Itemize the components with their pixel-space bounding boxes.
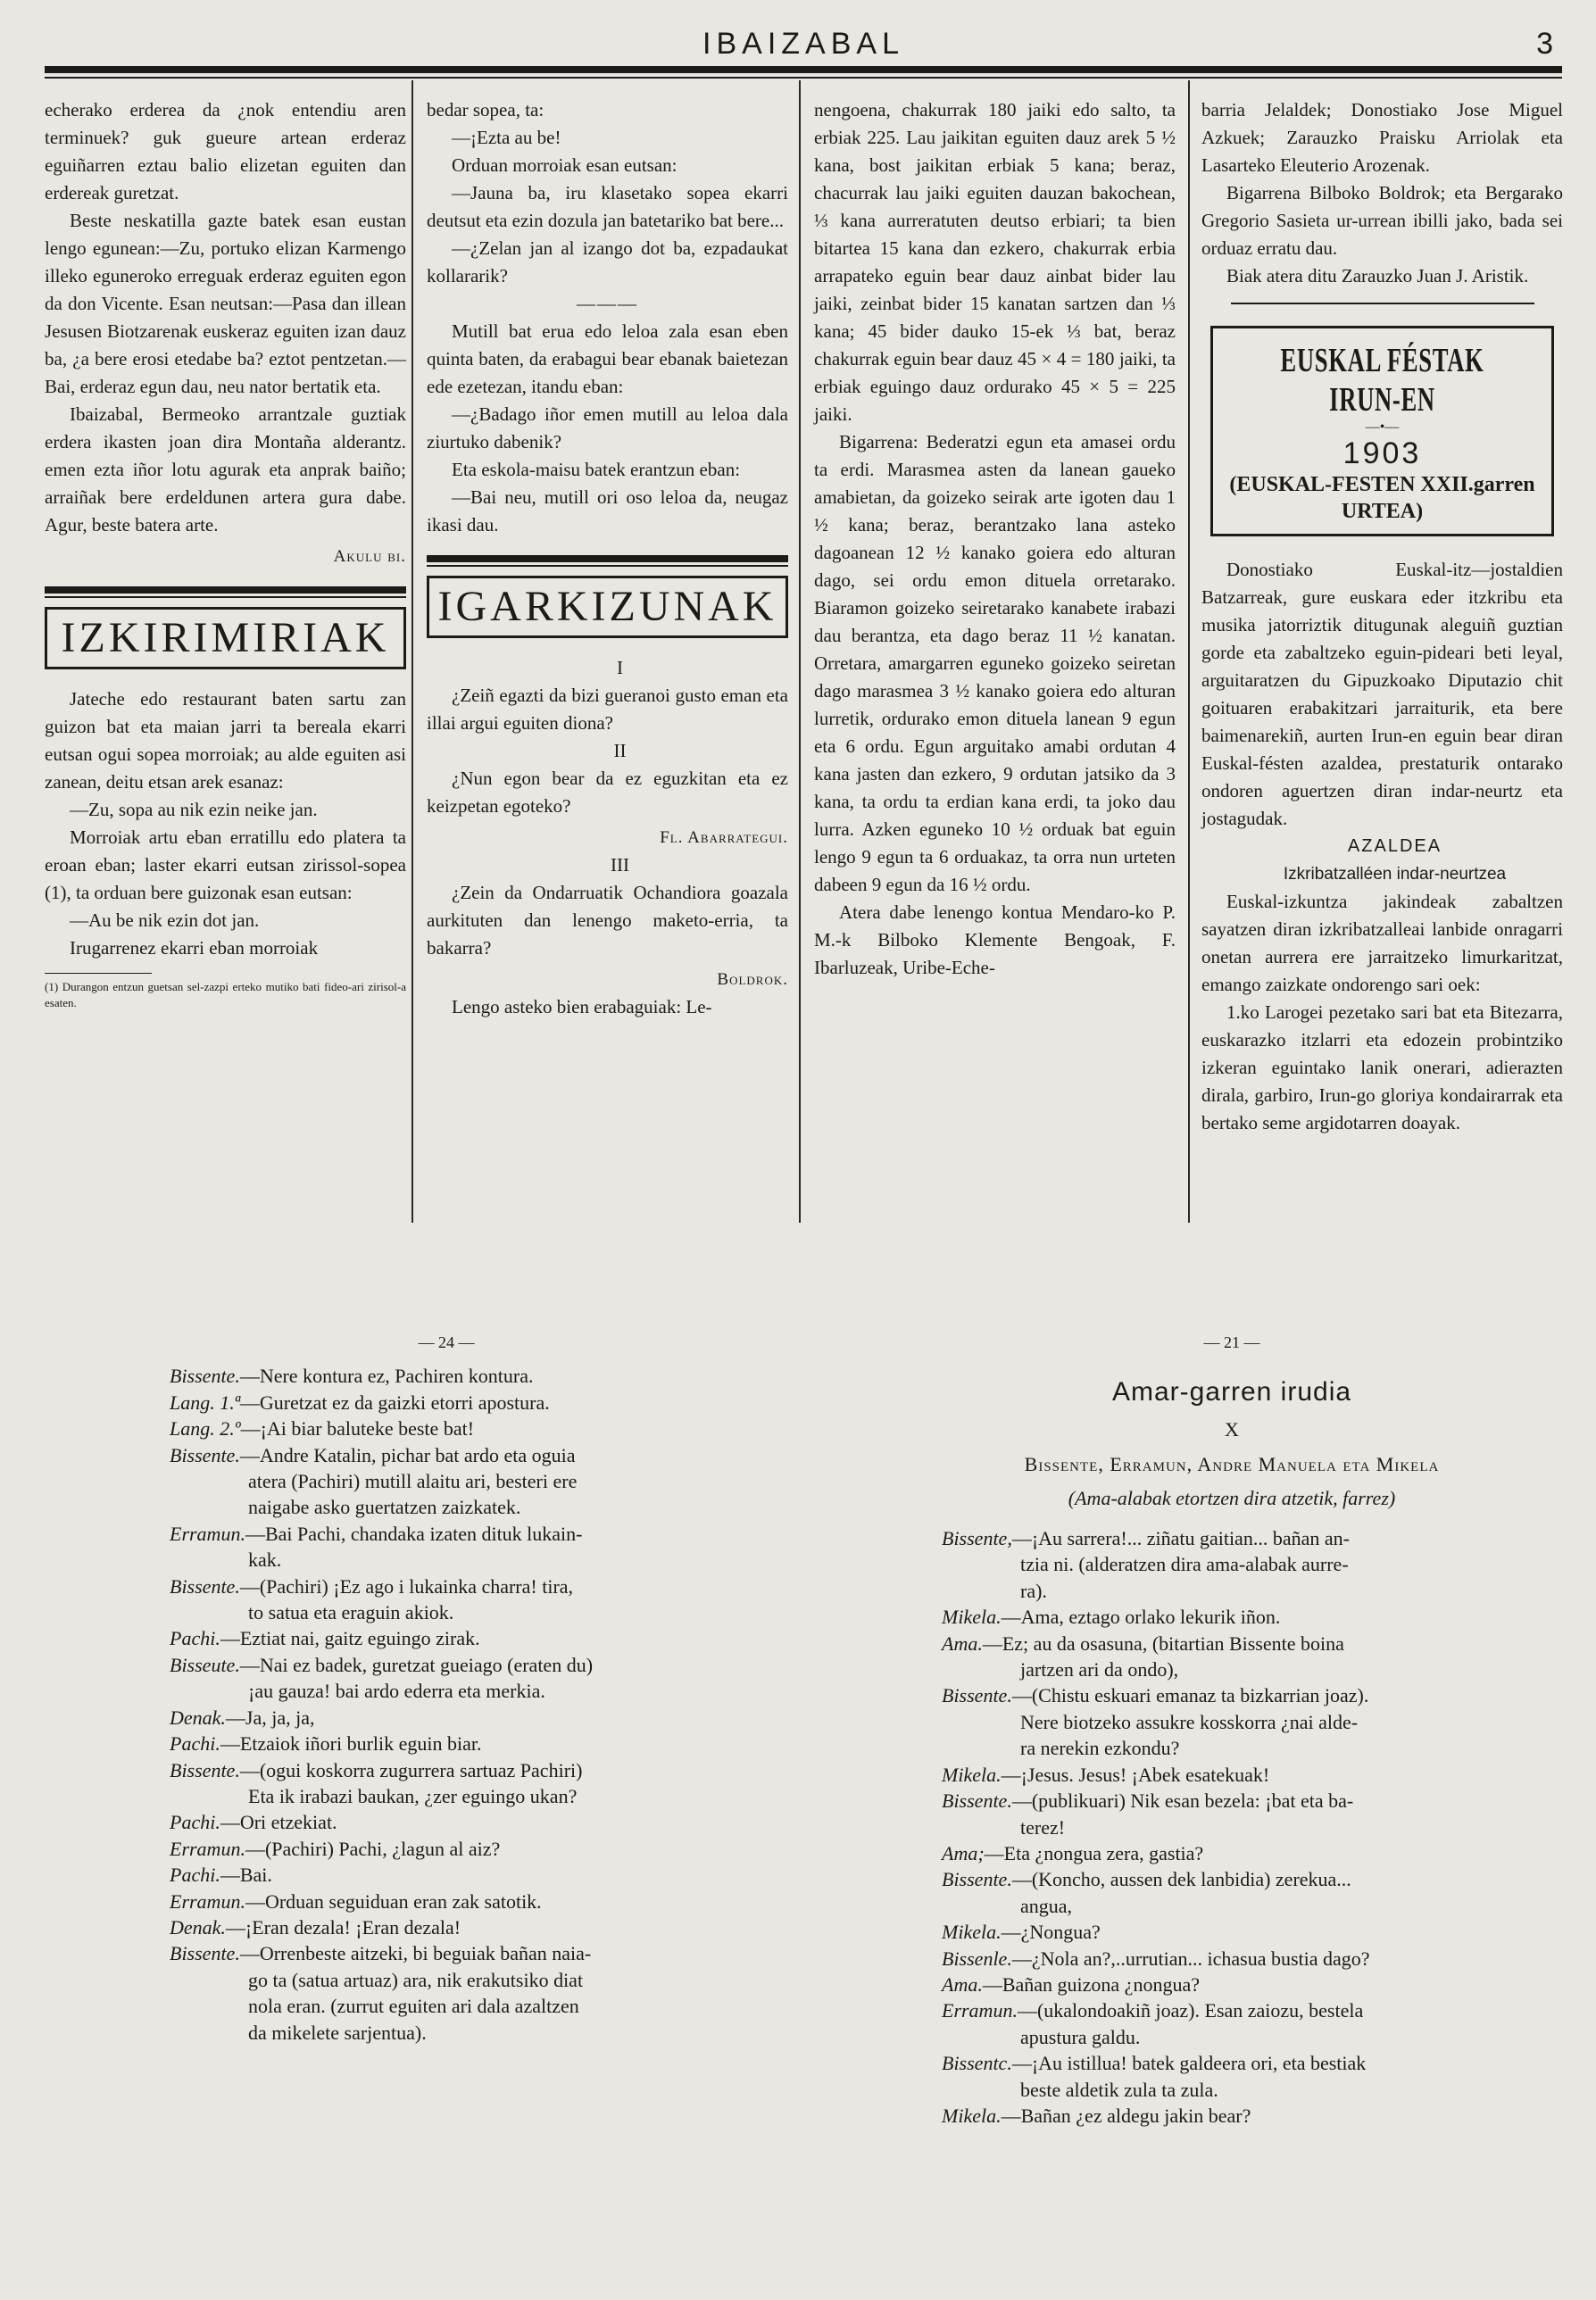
dialogue-text: —¡Ai biar baluteke beste bat! [240,1417,475,1441]
dialogue-continuation: apustura galdu. [1020,2025,1141,2048]
dialogue-line [170,1363,723,1389]
dialogue-line [170,1416,723,1441]
dialogue-line [170,1625,723,1651]
dialogue-lines [170,1363,723,2046]
paragraph: nengoena, chakurrak 180 jaiki edo salto, ta erbiak 225. Lau jaikitan eguiten dauz arek 5 ½ kana, bost jaikitan erbiak 5 kana; beraz, chacurrak lau jaiki eguiten dauzan bakochean, ⅓ kana aurreratuten deutso erbiari; ta bien bitartea 15 kana dan ezkero, chakurrak erbia arrapateko eguin bear dauz ainbat bider lau jaiki, zeinbat bider 15 kanatan sartzen dan ⅓ kana; 45 bider dauko 15-ek ⅓ bat, beraz chakurrak eguin bear dauz 45 × 4 = 180 jaiki, ta erbiak eguingo dauz ordurako 45 × 5 = 225 jaiki. [814,99,1176,425]
speaker-name: Bissente. [942,1684,1012,1707]
dialogue-text: —Ja, ja, ja, [225,1706,315,1729]
dialogue-continuation: angua, [1020,1894,1073,1917]
section-rule [45,586,406,594]
dialogue-continuation: beste aldetik zula ta zula. [1020,2078,1218,2101]
paragraph: bedar sopea, ta: [427,99,544,120]
paragraph: Euskal-izkuntza jakindeak zabaltzen sayatzen diran izkribatzalleai lanbide onragarri onetan aurrera ere jarraitzeko limurkaritzat, emango zaizkate ondorengo sari oek: [1201,891,1563,995]
dialogue-continuation: ra nerekin ezkondu? [1020,1737,1180,1760]
dialogue-line [170,1652,723,1678]
dialogue-continuation: kak. [248,1549,282,1572]
dialogue-line [170,1731,723,1756]
dialogue-line [942,1682,1522,1708]
dialogue-text: —¡Au sarrera!... ziñatu gaitian... bañan an- [1011,1527,1350,1550]
dialogue-text: —¿Nola an?,..urrutian... ichasua bustia dago? [1011,1947,1370,1970]
dialogue-line [942,1525,1522,1551]
column-3 [814,96,1176,982]
column-4 [1201,96,1563,1137]
dialogue-line [942,1972,1522,1997]
masthead-rule-thick [45,66,1562,73]
dialogue-continuation: da mikelete sarjentua). [248,2021,427,2044]
festival-subtitle: (EUSKAL-FESTEN XXII.garren URTEA) [1229,473,1535,523]
paragraph: 1.ko Larogei pezetako sari bat eta Bitezarra, euskarazko itzlarri eta edozein probintziko izkeran eguintako lanik onerari, adierazten dirala, garbiro, Irun-go gloriya kondairarrak eta bertako seme argidotarren doayak. [1201,1001,1563,1133]
azaldea-heading: AZALDEA [1347,836,1442,856]
dialogue-text: —(Koncho, aussen dek lanbidia) zerekua... [1011,1868,1351,1891]
speaker-name: Bissenle. [942,1947,1012,1970]
speaker-name: Denak. [170,1706,226,1729]
dialogue-text: —Bañan ¿ez aldegu jakin bear? [1001,2104,1251,2127]
speaker-name: Denak. [170,1915,226,1939]
dialogue-line [942,1997,1522,2023]
dialogue-text: —Nai ez badek, guretzat gueiago (eraten du) [239,1653,594,1676]
dialogue-line [942,1631,1522,1656]
dialogue-text: —Ori etzekiat. [220,1811,337,1834]
dialogue-continuation: tzia ni. (alderatzen dira ama-alabak aurre- [1020,1553,1349,1576]
dialogue-text: —Orduan seguiduan eran zak satotik. [245,1889,542,1913]
paragraph: Biak atera ditu Zarauzko Juan J. Aristik. [1226,265,1529,286]
dialogue-line [942,2103,1522,2129]
riddle: ¿Nun egon bear da ez eguzkitan eta ez keizpetan egoteko? [427,768,788,817]
speaker-name: Ama; [942,1841,985,1864]
dialogue-line [170,1940,723,1966]
speaker-name: Mikela. [942,2104,1002,2127]
dialogue-text: —Guretzat ez da gaizki etorri apostura. [239,1391,550,1414]
speaker-name: Erramun. [170,1889,245,1913]
signature: Fl. Abarrategui. [660,828,788,847]
dialogue-continuation: ra). [1020,1579,1047,1602]
booklet-page-number: — 21 — [1203,1333,1260,1351]
paragraph: Morroiak artu eban erratillu edo platera ta eroan eban; laster ekarri eutsan zirissol-sopea (1), ta orduan bere guizonak esan eutsan: [45,826,406,903]
column-1 [45,96,406,1011]
dialogue-line [170,1757,723,1783]
dialogue-line [170,1521,723,1547]
dialogue-continuation: naigabe asko guertatzen zaizkatek. [248,1496,521,1519]
speaker-name: Pachi. [170,1864,220,1887]
speaker-name: Erramun. [170,1522,245,1545]
masthead [45,25,1562,61]
paragraph: —Au be nik ezin dot jan. [70,909,260,931]
speaker-name: Ama. [942,1972,983,1996]
speaker-name: Bissente. [170,1942,240,1965]
dialogue-continuation: ¡au gauza! bai ardo ederra eta merkia. [248,1680,545,1703]
paragraph: Donostiako Euskal-itz—jostaldien Batzarreak, gure euskara eder itzkribu eta musika jatorriztik ditugunak aleguiñ guztian gorde eta zabaltzeko eguin-pideari beti leyal, arguitaratzen du Gipuzkoako Diputazio chit goituaren erabakitzari jarraiturik, eta bere baimenarekiñ, aurten Irun-en eguin bear diran Euskal-fésten azaldea, prestaturik ontarako ondoren aguertzen diran indar-neurtz eta jostagudak. [1201,559,1563,829]
dialogue-line [942,1762,1522,1788]
speaker-name: Bisseute. [170,1653,240,1676]
dialogue-line [170,1705,723,1731]
speaker-name: Bissente, [942,1527,1012,1550]
dialogue-text: —¡Eran dezala! ¡Eran dezala! [225,1915,461,1939]
section-title-izkirimiriak: IZKIRIMIRIAK [45,607,406,669]
page-number: 3 [1536,27,1553,61]
paragraph: Bigarrena Bilboko Boldrok; eta Bergarako Gregorio Sasieta ur-urrean ibilli jako, bada sei orduaz erratu dau. [1201,182,1563,259]
dialogue-text: —¿Nongua? [1001,1921,1101,1944]
dialogue-text: —Bai Pachi, chandaka izaten dituk lukain- [245,1522,583,1545]
dialogue-line [170,1914,723,1940]
dialogue-lines [942,1525,1522,2129]
speaker-name: Mikela. [942,1763,1002,1786]
dialogue-line [170,1390,723,1416]
dialogue-continuation: atera (Pachiri) mutill alaitu ari, besteri ere [248,1470,578,1493]
column-divider [411,80,413,1223]
paragraph: echerako erderea da ¿nok entendiu aren terminuek? guk gueure artean erderaz eguiñarren eztau balio elizetan eguiten dan erdereak guretzat. [45,99,406,203]
festival-title: EUSKAL FÉSTAK IRUN-EN [1280,342,1484,419]
dialogue-text: —Bañan guizona ¿nongua? [982,1972,1200,1996]
speaker-name: Bissente. [942,1789,1012,1813]
riddle: ¿Zeiñ egazti da bizi gueranoi gusto eman eta illai argui eguiten diona? [427,685,788,734]
festival-year: 1903 [1342,436,1422,470]
dialogue-text: —Etzaiok iñori burlik eguin biar. [220,1732,482,1756]
separator: ——— [577,293,638,314]
speaker-name: Erramun. [170,1837,245,1860]
azaldea-subheading: Izkribatzalléen indar-neurtzea [1283,865,1507,884]
paragraph: Atera dabe lenengo kontua Mendaro-ko P. M.-k Bilboko Klemente Bengoak, F. Ibarluzeak, Uribe-Eche- [814,901,1176,978]
speaker-name: Bissentc. [942,2052,1012,2075]
dialogue-text: —Ama, eztago orlako lekurik iñon. [1001,1606,1281,1629]
paragraph: —Jauna ba, iru klasetako sopea ekarri deutsut eta ezin dozula jan batetariko bat bere... [427,182,788,231]
paragraph: Lengo asteko bien erabaguiak: Le- [452,996,712,1017]
riddle: ¿Zein da Ondarruatik Ochandiora goazala aurkituten dan lenengo maketo-erria, ta bakarra? [427,882,788,959]
dialogue-continuation: nola eran. (zurrut eguiten ari dala azaltzen [248,1995,579,2018]
speaker-name: Lang. 2.º [170,1417,241,1441]
speaker-name: Mikela. [942,1606,1002,1629]
dialogue-line [942,1919,1522,1945]
paragraph: —Zu, sopa au nik ezin neike jan. [70,799,318,820]
paragraph: Mutill bat erua edo leloa zala esan eben quinta baten, da erabagui bear ebanak baietezan ede ezetezan, itandu eban: [427,320,788,397]
dialogue-text: —(Pachiri) Pachi, ¿lagun al aiz? [245,1837,501,1860]
paragraph: Irugarrenez ekarri eban morroiak [70,937,319,959]
speaker-name: Ama. [942,1632,983,1655]
riddle-number: III [611,854,629,876]
dialogue-text: —(Pachiri) ¡Ez ago i lukainka charra! tira, [239,1574,574,1598]
dialogue-line [170,1889,723,1914]
paragraph: barria Jelaldek; Donostiako Jose Miguel Azkuek; Zarauzko Praisku Arriolak eta Lasarteko Eleuterio Arozenak. [1201,99,1563,176]
dialogue-line [942,2050,1522,2076]
paragraph: —¿Badago iñor emen mutill au leloa dala ziurtuko dabenik? [427,403,788,453]
scene-number: X [1225,1417,1239,1441]
dialogue-text: —(ukalondoakiñ joaz). Esan zaiozu, bestela [1017,1999,1364,2022]
dialogue-line [170,1573,723,1599]
masthead-title: IBAIZABAL [702,27,904,61]
scene-characters: Bissente, Erramun, Andre Manuela eta Mikela [1024,1453,1440,1476]
paragraph: Orduan morroiak esan eutsan: [452,154,677,176]
dialogue-text: —(Chistu eskuari emanaz ta bizkarrian joaz). [1011,1684,1369,1707]
signature: Boldrok. [717,970,788,989]
paragraph: Ibaizabal, Bermeoko arrantzale guztiak erdera ikasten joan dira Montaña alderantz. emen ezta iñor lotu agurak eta anprak baiño; arraiñak bere erdeldunen artera gura dabe. Agur, beste batera arte. [45,403,406,536]
footnote: (1) Durangon entzun guetsan sel-zazpi erteko mutiko bati fideo-ari zirisol-a esaten. [45,980,406,1009]
dialogue-text: —Andre Katalin, pichar bat ardo eta oguia [239,1443,576,1466]
booklet-page-left [170,1330,723,2046]
dialogue-continuation: terez! [1020,1815,1066,1839]
dialogue-line [942,1788,1522,1814]
dialogue-text: —(ogui koskorra zugurrera sartuaz Pachiri) [239,1758,583,1781]
dialogue-line [942,1866,1522,1892]
signature: Akulu bi. [333,547,406,566]
dialogue-line [170,1442,723,1468]
speaker-name: Bissente. [170,1574,240,1598]
dialogue-line [942,1840,1522,1866]
paragraph: Eta eskola-maisu batek erantzun eban: [452,459,741,480]
speaker-name: Pachi. [170,1627,220,1650]
paragraph: —¿Zelan jan al izango dot ba, ezpadaukat kollararik? [427,237,788,286]
section-rule [427,555,788,562]
ornament: —•— [1365,419,1400,435]
festival-title-box [1210,326,1554,536]
section-rule [1231,303,1534,304]
section-rule-thin [427,565,788,567]
dialogue-text: —Nere kontura ez, Pachiren kontura. [239,1365,534,1388]
scene-title: Amar-garren irudia [1111,1377,1352,1407]
speaker-name: Mikela. [942,1921,1002,1944]
speaker-name: Bissente. [942,1868,1012,1891]
booklet-page-number: — 24 — [418,1333,475,1351]
paragraph: Bigarrena: Bederatzi egun eta amasei ordu ta erdi. Marasmea asten da lanean gaueko amabietan, da goizeko seirak arte igoten dau 1 ½ kana; beraz, berantzako lana asteko dagoanean 12 ½ kanako goiera edo alturan dago, sei ordu emon dituela orretarako. Biaramon goizeko seiretarako kanabete irabazi dau berantza, eta dago beraz 11 ½ kanatan. Orretara, amargarren eguneko goizeko seiretan dago marasmea 3 ½ kanako goiera edo alturan lurretik, ordurako emon dituela lanean 9 egun eta 6 ordu. Egun arguitako amabi ordutan 4 kana jasten dan ezkero, 9 ordutan jatsiko da 3 kana, ta ordu ta erdian kana erdi, ta joko dau lurra. Azken eguneko 10 ½ orduak bat eguin lengo 9 egun ta 6 orduakaz, ta orra nun urteten dabeen 9 egun da 16 ½ ordu. [814,431,1176,895]
column-divider [1188,80,1190,1223]
dialogue-line [942,1604,1522,1630]
dialogue-continuation: go ta (satua artuaz) ara, nik erakutsiko diat [248,1968,584,1991]
section-rule-thin [45,596,406,598]
section-title-igarkizunak: IGARKIZUNAK [427,576,788,638]
dialogue-continuation: to satua eta eraguin akiok. [248,1601,454,1624]
dialogue-text: —Bai. [220,1864,272,1887]
dialogue-text: —¡Au istillua! batek galdeera ori, eta bestiak [1011,2052,1367,2075]
column-2 [427,96,788,1021]
booklet-page-right [942,1330,1522,2129]
dialogue-line [170,1862,723,1888]
riddle-number: I [617,657,623,678]
column-divider [799,80,801,1223]
speaker-name: Bissente. [170,1365,240,1388]
dialogue-text: —Orrenbeste aitzeki, bi beguiak bañan naia- [239,1942,592,1965]
dialogue-text: —(publikuari) Nik esan bezela: ¡bat eta ba- [1011,1789,1354,1813]
speaker-name: Pachi. [170,1732,220,1756]
speaker-name: Bissente. [170,1443,240,1466]
dialogue-continuation: Eta ik irabazi baukan, ¿zer eguingo ukan? [248,1784,578,1807]
dialogue-text: —Eta ¿nongua zera, gastia? [984,1841,1204,1864]
speaker-name: Bissente. [170,1758,240,1781]
dialogue-continuation: Nere biotzeko assukre kosskorra ¿nai alde- [1020,1710,1359,1733]
dialogue-text: —Eztiat nai, gaitz eguingo zirak. [220,1627,480,1650]
footnote-rule [45,973,152,974]
dialogue-line [170,1836,723,1862]
dialogue-line [170,1809,723,1835]
paragraph: —Bai neu, mutill ori oso leloa da, neugaz ikasi dau. [427,486,788,536]
dialogue-text: —¡Jesus. Jesus! ¡Abek esatekuak! [1001,1763,1270,1786]
riddle-number: II [613,740,627,761]
paragraph: Beste neskatilla gazte batek esan eustan lengo egunean:—Zu, portuko elizan Karmengo illeko eguneroko erreguak erderaz eguiten egon da don Vicente. Esan neutsan:—Pasa dan illean Jesusen Biotzarenak euskeraz eguiten izan dauz ba, ¿a bere erosi etedabe ba? eztot pentzetan.—Bai, erderaz egun dau, neu nator bertatik eta. [45,210,406,397]
masthead-rule-thin [45,77,1562,79]
stage-direction: (Ama-alabak etortzen dira atzetik, farrez) [1068,1486,1396,1509]
dialogue-text: —Ez; au da osasuna, (bitartian Bissente boina [982,1632,1344,1655]
dialogue-line [942,1946,1522,1972]
speaker-name: Lang. 1.ª [170,1391,240,1414]
speaker-name: Pachi. [170,1811,220,1834]
speaker-name: Erramun. [942,1999,1018,2022]
paragraph: —¡Ezta au be! [452,127,561,148]
dialogue-continuation: jartzen ari da ondo), [1020,1658,1179,1681]
paragraph: Jateche edo restaurant baten sartu zan guizon bat eta maian jarri ta bereala ekarri eutsan ogui sopea morroiak; au alde eguiten asi zanean, deitu etsan arek esanaz: [45,688,406,793]
